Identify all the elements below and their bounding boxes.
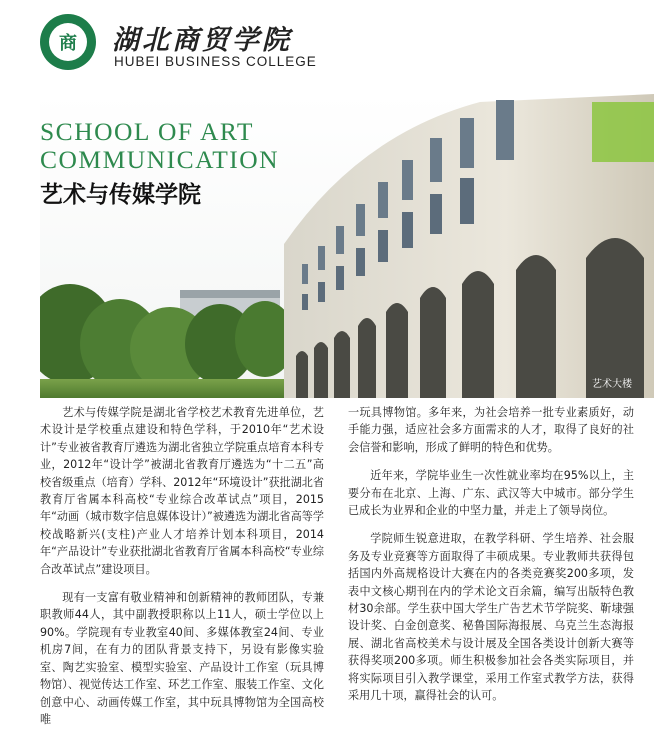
paragraph: 学院师生锐意进取，在教学科研、学生培养、社会服务及专业竞赛等方面取得了丰硕成果。专业教师共获得包括国内外高规格设计大赛在内的各类竞赛奖200多项，发表中文核心期刊在内的学术论文百余篇，编写出版特色教材30余部。学生获中国大学生广告艺术节学院奖、靳埭强设计奖、白金创意奖、秘鲁国际海报展、乌克兰生态海报展、湖北省高校美术与设计展及全国各类设计创新大赛等获得奖项200多项。师生积极参加社会各类实际项目，并将实际项目引入教学课堂，采用工作室式教学方法，获得采用几十项，赢得社会的认可。	[348, 532, 634, 703]
body-left-column	[40, 404, 324, 739]
paragraph: 艺术与传媒学院是湖北省学校艺术教育先进单位，艺术设计是学校重点建设和特色学科，于2010年“艺术设计”专业被省教育厅遴选为湖北省独立学院重点培育本科专业，2012年“设计学”被湖北省教育厅遴选为“十二五”高校省级重点（培育）学科、2012年“环境设计”获批湖北省教育厅省属本科高校“专业综合改革试点”项目，2015年“动画（城市数字信息媒体设计）”被遴选为湖北省高等学校战略新兴(支柱)产业人才培养计划本科项目，2014年“产品设计”专业获批湖北省教育厅省属本科高校“专业综合改革试点”建设项目。	[40, 406, 324, 576]
photo-caption: 艺术大楼	[592, 379, 632, 390]
paragraph: 现有一支富有敬业精神和创新精神的教师团队，专兼职教师44人，其中副教授职称以上11人，硕士学位以上90%。学院现有专业教室40间、多媒体教室24间、专业机房7间，在有力的团队背景支持下，另设有影像实验室、陶艺实验室、模型实验室、产品设计工作室（玩具博物馆）、视觉传达工作室、环艺工作室、服装工作室、文化创意中心、动画传媒工作室，其中玩具博物馆为全国高校唯	[40, 591, 324, 726]
title-en-line-1: SCHOOL OF ART	[40, 117, 254, 146]
school-title-cn: 艺术与传媒学院	[40, 182, 201, 208]
college-name-en: HUBEI BUSINESS COLLEGE	[114, 54, 317, 69]
school-title-en	[40, 118, 279, 174]
paragraph: 一玩具博物馆。多年来，为社会培养一批专业素质好，动手能力强，适应社会多方面需求的人才，取得了良好的社会信誉和影响，形成了鲜明的特色和优势。	[348, 406, 634, 454]
college-name-cn: 湖北商贸学院	[112, 25, 292, 56]
emblem-center: 商	[49, 23, 87, 61]
college-logo[interactable]	[40, 14, 340, 74]
title-en-line-2: COMMUNICATION	[40, 145, 280, 174]
college-emblem-icon	[40, 14, 96, 70]
paragraph: 近年来，学院毕业生一次性就业率均在95%以上，主要分布在北京、上海、广东、武汉等大中城市。部分学生已成长为业界和企业的中坚力量，并走上了领导岗位。	[348, 469, 634, 518]
body-right-column	[348, 404, 634, 716]
